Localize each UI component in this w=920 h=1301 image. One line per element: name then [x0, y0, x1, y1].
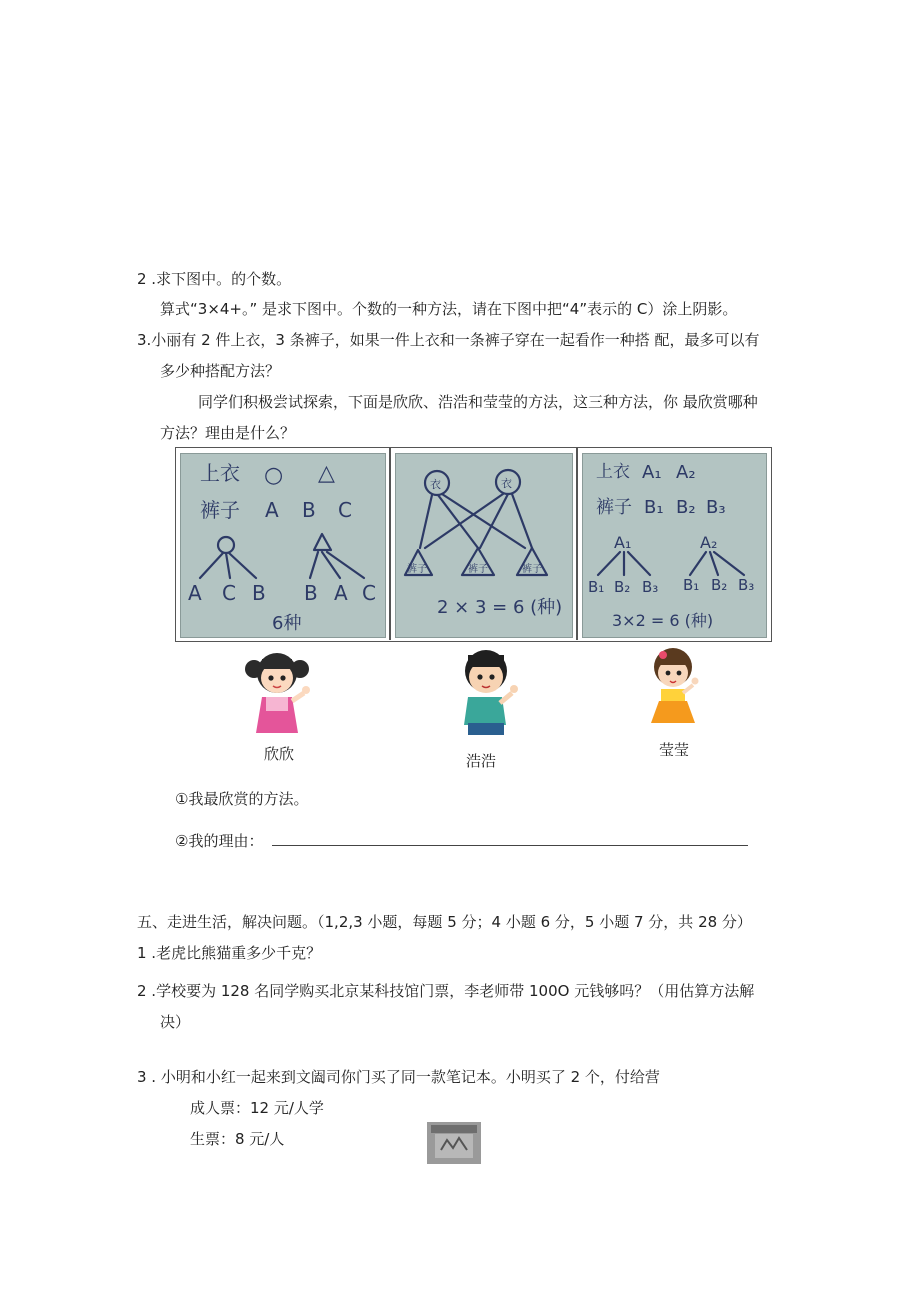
xinxin-shirt-triangle: △ [318, 461, 335, 486]
xinxin-row2-label: 裤子 [200, 498, 240, 522]
item3-line4: 方法？理由是什么？ [160, 424, 296, 442]
yingying-row1-label: 上衣 [596, 462, 630, 482]
yingying-tree1-leaf: B₂ [614, 578, 631, 596]
answer-reason-line[interactable] [272, 845, 748, 846]
notebook-picture [427, 1122, 481, 1164]
haohao-equation: 2 × 3 = 6 (种) [437, 597, 563, 618]
xinxin-tree2-leaf: B [304, 581, 318, 605]
yingying-equation: 3×2 = 6 (种) [612, 611, 714, 630]
xinxin-result: 6种 [272, 613, 302, 634]
item2-title: 2 .求下图中。的个数。 [137, 270, 292, 288]
xinxin-tree2-leaf: A [334, 581, 348, 605]
xinxin-pants-b: B [302, 498, 316, 522]
yingying-pants: B₃ [706, 497, 726, 518]
haohao-connect-lines [420, 494, 532, 548]
xinxin-tree1-leaf: B [252, 581, 266, 605]
yingying-girl-illustration [643, 645, 713, 730]
yingying-tree1-branches [598, 552, 650, 575]
yingying-tree1-leaf: B₃ [642, 578, 659, 596]
xinxin-tree2-node [314, 534, 331, 550]
haohao-name: 浩浩 [466, 752, 497, 770]
yingying-tree2-branches [690, 552, 744, 575]
yingying-tree2-leaf: B₃ [738, 576, 755, 594]
yingying-pants: B₁ [644, 497, 664, 518]
xinxin-name: 欣欣 [264, 745, 295, 763]
xinxin-row1-label: 上衣 [200, 461, 240, 485]
yingying-tree2-leaf: B₂ [711, 576, 728, 594]
section5-q2-line1: 2 .学校要为 128 名同学购买北京某科技馆门票，李老师带 100O 元钱够吗？（用估算方法解 [137, 982, 755, 1000]
yingying-node-a2: A₂ [700, 533, 718, 552]
yingying-tree2-leaf: B₁ [683, 576, 700, 594]
answer-favorite-method: ①我最欣赏的方法。 [175, 790, 309, 808]
xinxin-pants-a: A [265, 498, 279, 522]
ticket-student-price: 生票：8 元/人 [190, 1130, 285, 1148]
yingying-pants: B₂ [676, 497, 696, 518]
section5-q2-line2: 决） [160, 1013, 191, 1031]
yingying-node-a1: A₁ [614, 533, 632, 552]
yingying-shirt-a1: A₁ [642, 462, 662, 483]
haohao-pants-label: 裤子 [407, 564, 427, 575]
yingying-row2-label: 裤子 [596, 497, 632, 518]
yingying-tree1-leaf: B₁ [588, 578, 605, 596]
haohao-shirt2-label: 衣 [501, 477, 512, 490]
xinxin-tree2-leaf: C [362, 581, 376, 605]
section5-q3: 3 . 小明和小红一起来到文阖司你门买了同一款笔记本。小明买了 2 个，付给营 [137, 1068, 660, 1086]
xinxin-tree1-leaf: C [222, 581, 236, 605]
haohao-pants-label: 裤子 [468, 564, 488, 575]
section5-heading: 五、走进生活，解决问题。（1,2,3 小题，每题 5 分；4 小题 6 分，5 小题 7 分，共 28 分） [137, 913, 752, 931]
xinxin-tree1-branches [200, 553, 256, 578]
xinxin-tree1-node [218, 537, 234, 553]
ticket-adult-price: 成人票：12 元/人学 [190, 1099, 324, 1117]
xinxin-tree1-leaf: A [188, 581, 202, 605]
xinxin-tree2-branches [310, 552, 364, 578]
yingying-shirt-a2: A₂ [676, 462, 696, 483]
section5-q1: 1 .老虎比熊猫重多少千克？ [137, 944, 322, 962]
yingying-name: 莹莹 [659, 741, 690, 759]
answer-reason-label: ②我的理由： [175, 832, 264, 850]
item3-line1: 3.小丽有 2 件上衣，3 条裤子，如果一件上衣和一条裤子穿在一起看作一种搭 配，最多可以有 [137, 331, 760, 349]
haohao-pants-label: 裤子 [522, 564, 542, 575]
haohao-shirt1-label: 衣 [430, 478, 441, 491]
item3-line2: 多少种搭配方法？ [160, 362, 281, 380]
xinxin-shirt-circle: ○ [264, 463, 284, 488]
haohao-boy-illustration [454, 645, 534, 740]
xinxin-pants-c: C [338, 498, 352, 522]
item3-line3: 同学们积极尝试探索，下面是欣欣、浩浩和莹莹的方法，这三种方法，你 最欣赏哪种 [198, 393, 758, 411]
item2-formula: 算式“3×4+。” 是求下图中。个数的一种方法，请在下图中把“4”表示的 C）涂上阴影。 [160, 300, 738, 318]
xinxin-girl-illustration [240, 645, 320, 740]
